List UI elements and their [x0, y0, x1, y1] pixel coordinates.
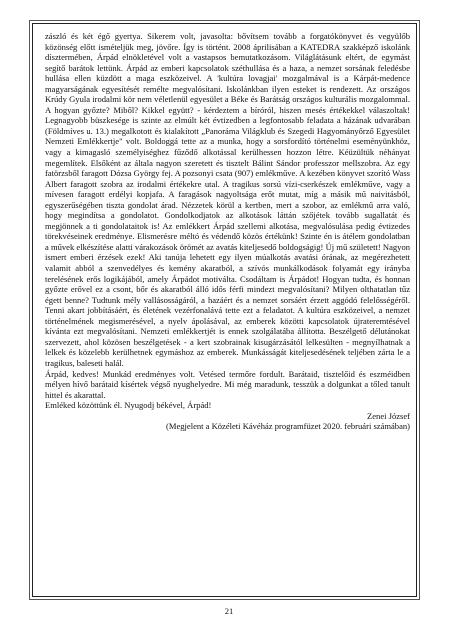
paragraph-farewell: Árpád, kedves! Munkád eredményes volt. Vetésed termőre fordult. Barátaid, tisztelőid és eszméidben mélyen hívő barátaid kísértek végső nyughelyedre. Mi még maradunk, tesszük a dolgunkat a tőled tanult hittel és akarattal.	[45, 368, 410, 400]
article-body	[45, 31, 410, 432]
paragraph-main: zászló és két égő gyertya. Sikerem volt, javasolta: bővítsem tovább a forgatókönyvet és vegyülőb közönség előtt ismételjük meg, jövőre. Így is történt. 2008 áprilisában a KATEDRA szakképző iskolánk dísztermében, Árpád elnökletével volt a vastapsos bemutatkozásom. Világlátásunk eltért, de egymást segítő barátok lettünk. Árpád az emberi kapcsolatok széthullása és a haza, a nemzet sorsának feledésbe hullása ellen küzdött a maga eszközeivel. A 'kultúra lovagjai' mozgalmával is a Kárpát-medence magyarságának egyesítését remélte megvalósítani. Iskolánkban ilyen esteket is rendezett. Az országos Krúdy Gyula irodalmi kör nem véletlenül egyesület a Béke és Barátság országos kulturális mozgalommal. A hogyan győzte? Miből? Kikkel együtt? - kérdeztem a bíróról, hiszen mesés értékekkel válaszoltak! Legnagyobb büszkesége is szinte az elmúlt két évtizedben a legfontosabb feladata a házának udvarában (Földmíves u. 13.) megalkotott és kialakított „Panoráma Világklub és Szegedi Hagyományőrző Egyesület Nemzeti Emlékkertje" volt. Boldoggá tette az a munka, hogy a sorsfordító történelmi eseményünkhöz, vagy a kimagasló személyiséghez fűződő alkotással kerülhessen hozzon létre. Kéüzültük néhányat megemlítek. Elsőként az általa nagyon szeretett és tisztelt Bálint Sándor professzor mellszobra. Az egy fatörzsből faragott Dózsa György fej. A pozsonyi csata (907) emlékműve. A kezében könyvet szorító Wass Albert faragott szobra az irodalmi értékekre utal. A tragikus sorsú vízi-cserkészek emlékműve, vagy a mívesen faragott erdélyi kopjafa. A faragások nagyoltsága erőt mutat, míg a másik mű naivitásból, egyszerűségében tiszta gondolat árad. Nézzetek körül a kertben, mert a szobor, az emlékmű arra való, hogy megindítsa a gondolatot. Gondolkodjatok az alkotások láttán szőjétek tovább sugallatát és megjönnek a ti gondolataitok is! Az emlékkert Árpád szellemi alkotása, megvalósulása pedig évtizedes törekvéseinek eredménye. Elismerésre méltó és védendő közös értékünk! Szinte én is átélem gondolatban a művek elkészítése alatti várakozások örömét az avatás kiteljesedő boldogságig! Új mű született! Nagyon ismert emberi érzések ezek! Aki tanúja lehetett egy ilyen múalkotás avatási órának, az megérezhetett valamit abból a szenvedélyes és kemény akaratból, a szívós munkálkodások folyamát egy irányba terelésének erős logikájából, amely Árpádot motiválta. Csodáltam is Árpádot! Hogyan tudta, és honnan győzte erővel ez a csont, bőr és akaratból álló idős férfi mindezt megvalósítani? Milyen olthatatlan tűz égett benne? Tudtunk mély vallásosságáról, a hazáért és a nemzet sorsáért érzett aggódó felelősségéről. Tenni akart jobbításáért, és életének vezérfonalává tette ezt a feladatot. A kultúra eszközeivel, a nemzet történelmének megismerésével, a nyelv ápolásával, az emberek közötti kapcsolatok újrateremtésével kívánta ezt megvalósítani. Nemzeti emlékkertjét is ennek szolgálatába állította. Beszélgető délutánokat szervezett, ahol közösen beszélgetések - a kert szobrainak kisugárzásától lelkesülten - megnyílhatnak a lelkek és közelebb kerülhetnek egymáshoz az emberek. Munkásságát kiteljesedésének teljében zárta le a tragikus, baleseti halál.	[45, 31, 410, 368]
page-number: 21	[224, 606, 234, 616]
author-signature: Zenei József	[367, 410, 410, 421]
paragraph-closing: Emléked közöttünk él. Nyugodj békével, Árpád!	[45, 400, 212, 411]
publication-note: (Megjelent a Közéleti Kávéház programfüzet 2020. februári számában)	[166, 421, 410, 432]
